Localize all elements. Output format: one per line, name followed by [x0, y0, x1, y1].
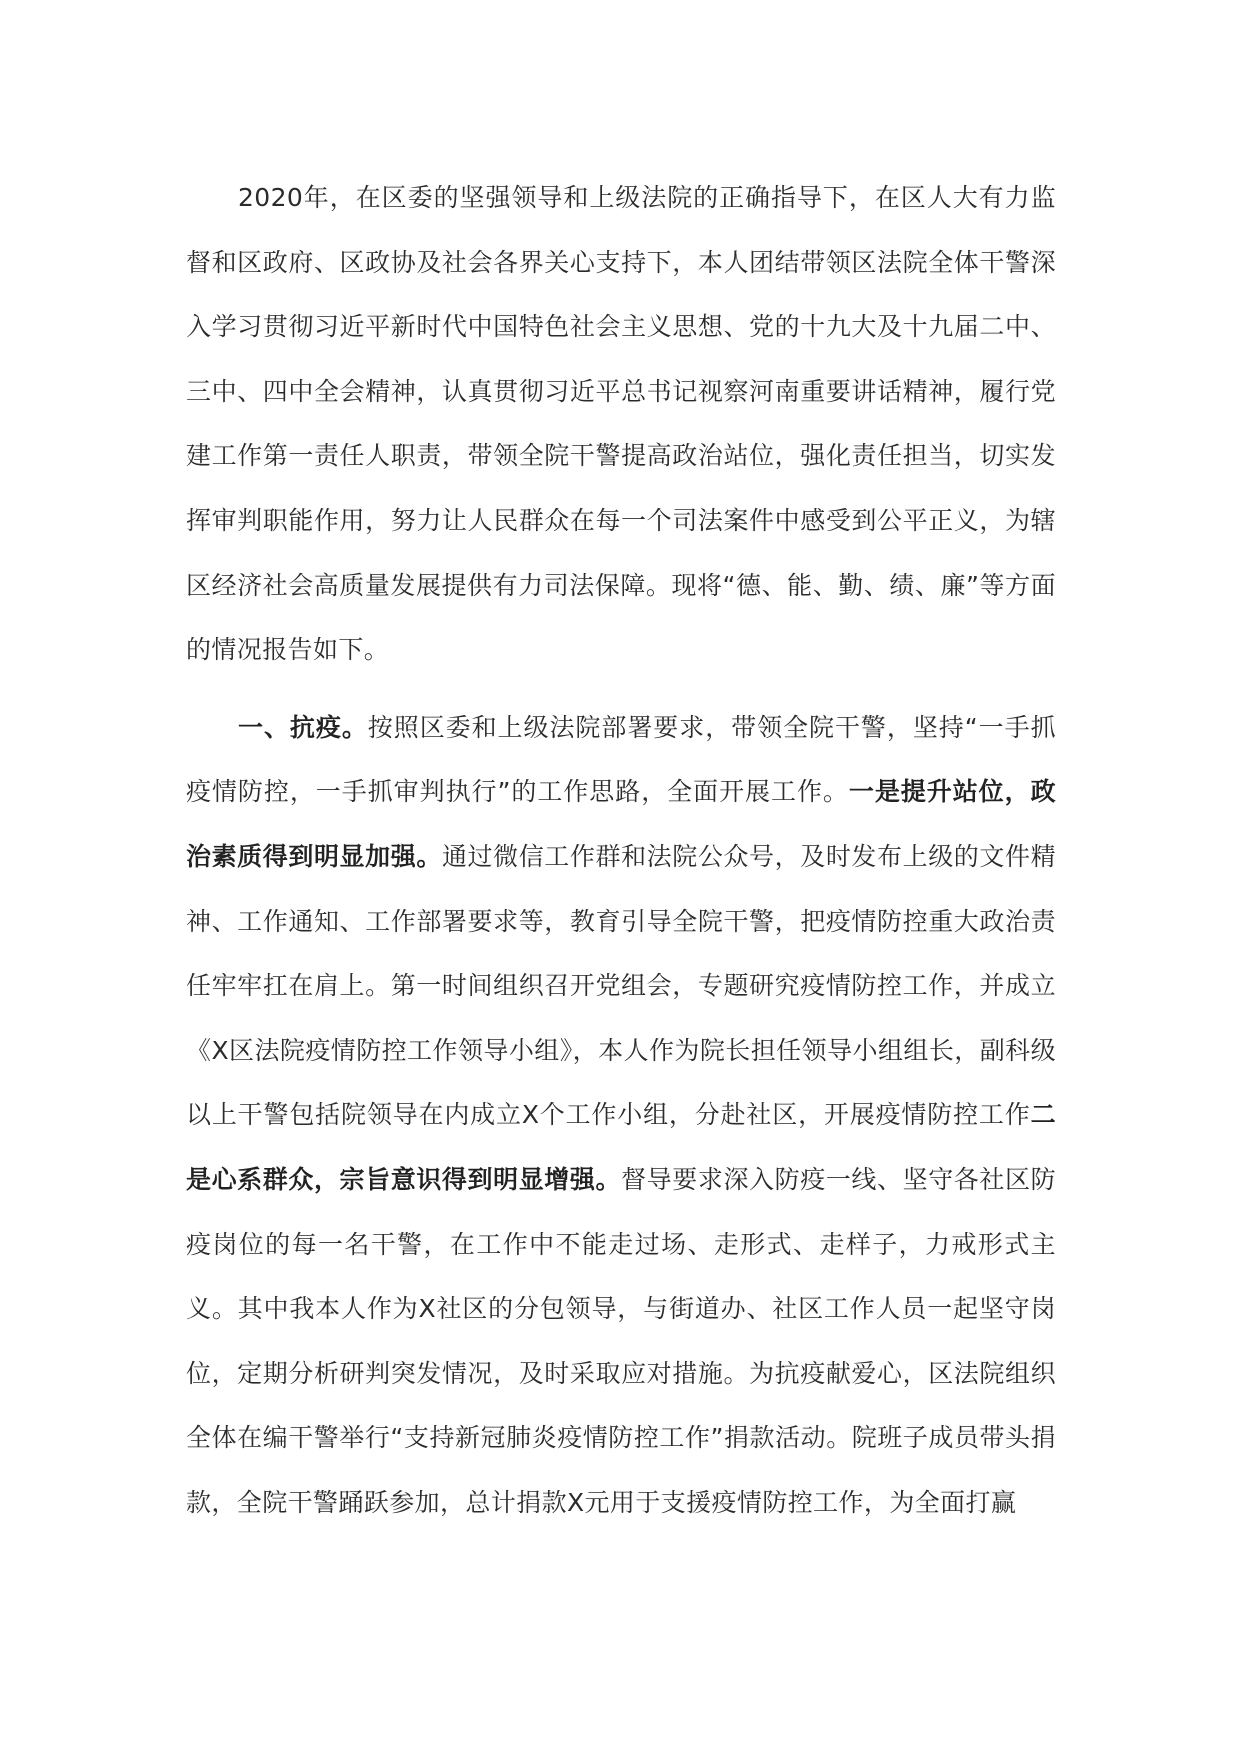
- paragraph-anti-epidemic: [186, 696, 1056, 1536]
- subheading-people-care: 二是心系群众，宗旨意识得到明显增强。: [186, 1100, 1056, 1194]
- paragraph-text: 督导要求深入防疫一线、坚守各社区防疫岗位的每一名干警，在工作中不能走过场、走形式、走样子，力戒形式主义。其中我本人作为X社区的分包领导，与街道办、社区工作人员一起坚守岗位，定期分析研判突发情况，及时采取应对措施。为抗疫献爱心，区法院组织全体在编干警举行“支持新冠肺炎疫情防控工作”捐款活动。院班子成员带头捐款，全院干警踊跃参加，总计捐款X元用于支援疫情防控工作，为全面打赢: [186, 1164, 1056, 1517]
- section-heading-anti-epidemic: 一、抗疫。: [238, 712, 368, 742]
- document-body: [186, 166, 1056, 1535]
- paragraph-intro: [186, 166, 1056, 683]
- paragraph-text: 通过微信工作群和法院公众号，及时发布上级的文件精神、工作通知、工作部署要求等，教育引导全院干警，把疫情防控重大政治责任牢牢扛在肩上。第一时间组织召开党组会，专题研究疫情防控工作，并成立《X区法院疫情防控工作领导小组》，本人作为院长担任领导小组组长，副科级以上干警包括院领导在内成立X个工作小组，分赴社区，开展疫情防控工作: [186, 841, 1056, 1130]
- paragraph-text: 按照区委和上级法院部署要求，带领全院干警，坚持“一手抓疫情防控，一手抓审判执行”的工作思路，全面开展工作。: [186, 712, 1056, 807]
- paragraph-intro-text: 2020年，在区委的坚强领导和上级法院的正确指导下，在区人大有力监督和区政府、区政协及社会各界关心支持下，本人团结带领区法院全体干警深入学习贯彻习近平新时代中国特色社会主义思想、党的十九大及十九届二中、三中、四中全会精神，认真贯彻习近平总书记视察河南重要讲话精神，履行党建工作第一责任人职责，带领全院干警提高政治站位，强化责任担当，切实发挥审判职能作用，努力让人民群众在每一个司法案件中感受到公平正义，为辖区经济社会高质量发展提供有力司法保障。现将“德、能、勤、绩、廉”等方面的情况报告如下。: [186, 183, 1056, 665]
- subheading-political-stance: 一是提升站位，政治素质得到明显加强。: [186, 777, 1057, 871]
